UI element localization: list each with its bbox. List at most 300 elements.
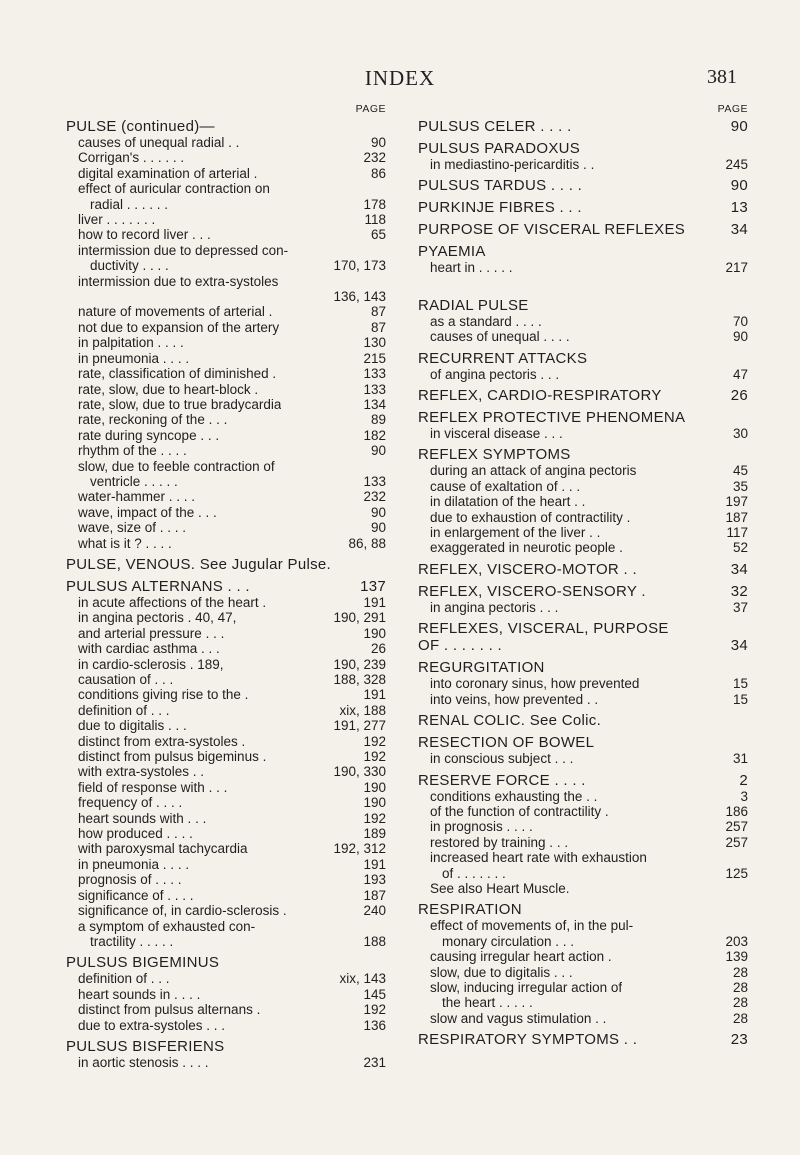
entry-page: 191 — [363, 687, 386, 703]
entry-page: 231 — [363, 1054, 386, 1070]
entry-page: 257 — [725, 819, 748, 835]
index-entry — [418, 789, 748, 804]
entry-text: prognosis of . . . . — [78, 872, 182, 888]
entry-text: increased heart rate with exhaustion — [430, 850, 647, 866]
index-entry — [66, 181, 386, 196]
index-entry — [418, 881, 748, 896]
entry-page: 145 — [363, 986, 386, 1002]
entry-text: slow, inducing irregular action of — [430, 979, 623, 995]
entry-page: 34 — [730, 560, 748, 578]
index-entry — [66, 734, 386, 749]
entry-text: wave, size of . . . . — [78, 520, 187, 536]
entry-text: definition of . . . — [78, 702, 170, 718]
entry-text: RESERVE FORCE . . . . — [418, 771, 586, 789]
entry-text: PULSUS PARADOXUS — [418, 140, 581, 157]
entry-text: RADIAL PULSE — [418, 296, 529, 314]
entry-page: 190 — [363, 795, 386, 811]
index-heading — [418, 1031, 748, 1048]
entry-text: rhythm of the . . . . — [78, 443, 187, 459]
entry-page: 15 — [732, 676, 748, 692]
index-heading — [418, 734, 748, 751]
entry-text: into veins, how prevented . . — [430, 691, 599, 707]
entry-text: conditions giving rise to the . — [78, 687, 249, 703]
entry-page: 192 — [363, 749, 386, 765]
index-heading — [418, 387, 748, 404]
entry-page: 28 — [732, 995, 748, 1011]
entry-text: water-hammer . . . . — [78, 489, 196, 505]
index-entry — [66, 536, 386, 551]
index-entry — [66, 1018, 386, 1033]
index-entry — [66, 718, 386, 733]
entry-text: conditions exhausting the . . — [430, 788, 598, 804]
entry-page: 130 — [363, 335, 386, 351]
entry-page: 190 — [363, 779, 386, 795]
entry-page: 34 — [730, 637, 748, 655]
index-heading — [418, 583, 748, 600]
index-entry — [418, 804, 748, 819]
entry-page: 187 — [725, 509, 748, 525]
entry-text: due to exhaustion of contractility . — [430, 509, 631, 525]
entry-text: RECURRENT ATTACKS — [418, 349, 588, 367]
entry-page: 65 — [370, 227, 386, 243]
entry-text: exaggerated in neurotic people . — [430, 540, 623, 556]
entry-text: in angina pectoris . . . — [430, 599, 559, 615]
index-entry — [66, 687, 386, 702]
entry-text: in dilatation of the heart . . — [430, 494, 586, 510]
index-entry — [66, 1002, 386, 1017]
entry-page: 13 — [730, 199, 748, 217]
index-heading — [418, 118, 748, 135]
index-entry — [66, 610, 386, 625]
entry-text: rate, slow, due to heart-block . — [78, 381, 259, 397]
index-heading — [66, 954, 386, 971]
index-entry — [418, 479, 748, 494]
index-entry — [66, 795, 386, 810]
index-entry — [66, 304, 386, 319]
entry-text: heart in . . . . . — [430, 260, 513, 276]
entry-page: 89 — [370, 412, 386, 428]
entry-text: what is it ? . . . . — [78, 535, 172, 551]
entry-text: See also Heart Muscle. — [430, 880, 570, 896]
index-entry — [66, 657, 386, 672]
entry-text: field of response with . . . — [78, 779, 228, 795]
entry-page: 26 — [370, 641, 386, 657]
index-entry — [66, 971, 386, 986]
entry-page: 190 — [363, 625, 386, 641]
index-heading — [418, 446, 748, 463]
entry-text: how produced . . . . — [78, 826, 193, 842]
entry-page: 178 — [363, 196, 386, 212]
entry-page: 186 — [725, 803, 748, 819]
entry-text: distinct from extra-systoles . — [78, 733, 246, 749]
entry-page: 139 — [725, 949, 748, 965]
entry-page: 170, 173 — [333, 258, 386, 274]
entry-text: heart sounds in . . . . — [78, 986, 201, 1002]
index-entry — [418, 157, 748, 172]
index-heading — [418, 221, 748, 238]
index-entry — [418, 314, 748, 329]
entry-text: with extra-systoles . . — [78, 764, 205, 780]
entry-page: 26 — [730, 387, 748, 405]
entry-text: PULSUS ALTERNANS . . . — [66, 577, 250, 595]
index-entry — [418, 980, 748, 995]
entry-page: 37 — [732, 599, 748, 615]
entry-page: 90 — [370, 520, 386, 536]
entry-page: 191, 277 — [333, 718, 386, 734]
index-entry — [66, 641, 386, 656]
index-heading — [418, 561, 748, 578]
entry-page: 28 — [732, 1010, 748, 1026]
entry-page: 240 — [363, 903, 386, 919]
entry-text: as a standard . . . . — [430, 313, 542, 329]
index-entry — [66, 212, 386, 227]
index-entry — [418, 949, 748, 964]
page-number: 381 — [707, 66, 737, 88]
entry-text: frequency of . . . . — [78, 795, 183, 811]
entry-text: REFLEX, VISCERO-SENSORY . — [418, 582, 646, 600]
entry-text: in angina pectoris . 40, 47, — [78, 610, 237, 626]
index-entry — [66, 1055, 386, 1070]
entry-page: 257 — [725, 834, 748, 850]
entry-text: OF . . . . . . . — [418, 637, 502, 655]
running-head: INDEX — [364, 66, 436, 90]
entry-page: 190, 239 — [333, 656, 386, 672]
index-entry — [418, 835, 748, 850]
entry-text: definition of . . . — [78, 971, 170, 987]
index-entry — [66, 857, 386, 872]
index-entry — [418, 367, 748, 382]
entry-text: not due to expansion of the artery — [78, 319, 280, 335]
entry-text: PURKINJE FIBRES . . . — [418, 199, 582, 217]
index-entry — [418, 329, 748, 344]
index-entry — [418, 426, 748, 441]
entry-text: slow and vagus stimulation . . — [430, 1010, 607, 1026]
index-entry — [418, 676, 748, 691]
entry-text: with cardiac asthma . . . — [78, 641, 220, 657]
entry-text: in prognosis . . . . — [430, 819, 533, 835]
index-entry — [66, 166, 386, 181]
entry-text: PULSE (continued)— — [66, 118, 215, 135]
index-heading — [418, 659, 748, 676]
index-entry — [66, 243, 386, 258]
index-entry — [66, 289, 386, 304]
entry-page: 125 — [725, 865, 748, 881]
entry-page: 90 — [732, 329, 748, 345]
index-entry — [66, 459, 386, 474]
index-entry — [66, 428, 386, 443]
entry-text: slow, due to feeble contraction of — [78, 458, 275, 474]
entry-page: xix, 188 — [339, 702, 386, 718]
entry-text: RESPIRATION — [418, 901, 522, 919]
entry-text: in cardio-sclerosis . 189, — [78, 656, 224, 672]
entry-text: PULSUS BIGEMINUS — [66, 954, 220, 972]
entry-text: and arterial pressure . . . — [78, 625, 225, 641]
index-heading — [418, 297, 748, 314]
index-heading — [418, 637, 748, 654]
entry-text: PURPOSE OF VISCERAL REFLEXES — [418, 221, 686, 239]
entry-text: significance of . . . . — [78, 887, 194, 903]
entry-text: REFLEX PROTECTIVE PHENOMENA — [418, 409, 686, 427]
index-entry — [66, 274, 386, 289]
index-entry — [418, 995, 748, 1010]
entry-page: 31 — [732, 751, 748, 767]
index-entry — [66, 366, 386, 381]
entry-page: 28 — [732, 964, 748, 980]
entry-text: in palpitation . . . . — [78, 335, 184, 351]
index-entry — [418, 866, 748, 881]
index-entry — [418, 494, 748, 509]
entry-text: causes of unequal . . . . — [430, 329, 570, 345]
index-entry — [66, 320, 386, 335]
entry-text: REGURGITATION — [418, 659, 545, 677]
index-heading — [418, 620, 748, 637]
index-entry — [66, 872, 386, 887]
entry-page: 203 — [725, 933, 748, 949]
entry-text: REFLEXES, VISCERAL, PURPOSE — [418, 620, 669, 638]
entry-text: RESECTION OF BOWEL — [418, 734, 595, 752]
entry-text: ductivity . . . . — [90, 258, 169, 274]
index-entry — [66, 135, 386, 150]
entry-text: with paroxysmal tachycardia — [78, 841, 248, 857]
index-heading — [418, 409, 748, 426]
index-entry — [418, 525, 748, 540]
index-entry — [66, 351, 386, 366]
entry-page: 2 — [739, 771, 748, 789]
entry-page: 30 — [732, 426, 748, 442]
entry-page: 133 — [363, 366, 386, 382]
entry-page: 245 — [725, 157, 748, 172]
index-entry — [66, 505, 386, 520]
entry-text: in acute affections of the heart . — [78, 594, 267, 610]
entry-text: how to record liver . . . — [78, 227, 211, 243]
index-heading — [418, 243, 748, 260]
entry-text: in aortic stenosis . . . . — [78, 1054, 209, 1070]
entry-page: 90 — [730, 177, 748, 195]
entry-text: heart sounds with . . . — [78, 810, 207, 826]
index-entry — [66, 934, 386, 949]
entry-text: due to extra-systoles . . . — [78, 1017, 226, 1033]
index-entry — [418, 692, 748, 707]
entry-page: 187 — [363, 887, 386, 903]
entry-text: REFLEX SYMPTOMS — [418, 446, 571, 464]
entry-text: intermission due to depressed con- — [78, 242, 289, 258]
index-entry — [66, 780, 386, 795]
entry-text: radial . . . . . . — [90, 196, 169, 212]
entry-page: 191 — [363, 856, 386, 872]
entry-text: REFLEX, CARDIO-RESPIRATORY — [418, 387, 662, 405]
index-entry — [66, 443, 386, 458]
index-entry — [66, 520, 386, 535]
index-entry — [66, 397, 386, 412]
entry-text: rate, reckoning of the . . . — [78, 412, 228, 428]
entry-page: 190, 330 — [333, 764, 386, 780]
entry-page: 133 — [363, 381, 386, 397]
entry-page: 133 — [363, 473, 386, 489]
entry-page: 86, 88 — [348, 535, 386, 551]
entry-text: PULSE, VENOUS. See Jugular Pulse. — [66, 555, 332, 573]
entry-page: 23 — [730, 1031, 748, 1049]
entry-page: 232 — [363, 150, 386, 166]
index-entry — [418, 600, 748, 615]
entry-page: 86 — [370, 165, 386, 181]
entry-text: restored by training . . . — [430, 834, 569, 850]
entry-page: 217 — [725, 260, 748, 276]
entry-text: distinct from pulsus bigeminus . — [78, 749, 267, 765]
index-entry — [418, 918, 748, 933]
entry-text: PULSUS CELER . . . . — [418, 118, 572, 135]
entry-text: rate, slow, due to true bradycardia — [78, 396, 282, 412]
index-column-left — [66, 102, 386, 1070]
entry-page: 70 — [732, 313, 748, 329]
index-heading — [66, 1038, 386, 1055]
index-heading — [66, 556, 386, 573]
index-heading — [418, 140, 748, 157]
entry-text: RESPIRATORY SYMPTOMS . . — [418, 1031, 638, 1049]
entry-page: 191 — [363, 594, 386, 610]
entry-text: in pneumonia . . . . — [78, 856, 190, 872]
entry-page: 35 — [732, 478, 748, 494]
entry-page: 118 — [364, 212, 386, 228]
entry-page: 182 — [363, 427, 386, 443]
index-entry — [66, 335, 386, 350]
index-heading — [66, 118, 386, 135]
index-heading — [418, 712, 748, 729]
entry-page: 215 — [363, 350, 386, 366]
entry-text: causes of unequal radial . . — [78, 135, 240, 150]
entry-page: 197 — [725, 494, 748, 510]
index-entry — [66, 150, 386, 165]
entry-page: 87 — [370, 304, 386, 320]
index-entry — [66, 474, 386, 489]
entry-page: 188 — [363, 933, 386, 949]
entry-page: 34 — [730, 221, 748, 239]
index-entry — [66, 412, 386, 427]
entry-text: into coronary sinus, how prevented — [430, 676, 640, 692]
entry-text: of the function of contractility . — [430, 803, 609, 819]
entry-text: effect of auricular contraction on — [78, 181, 270, 197]
entry-page: 189 — [363, 826, 386, 842]
index-entry — [66, 919, 386, 934]
index-entry — [418, 819, 748, 834]
entry-text: in conscious subject . . . — [430, 751, 574, 767]
entry-text: intermission due to extra-systoles — [78, 273, 279, 289]
entry-text: rate, classification of diminished . — [78, 366, 277, 382]
entry-text: RENAL COLIC. See Colic. — [418, 712, 602, 730]
index-heading — [418, 199, 748, 216]
index-entry — [66, 197, 386, 212]
entry-page: 134 — [363, 396, 386, 412]
entry-page: 45 — [732, 463, 748, 479]
index-entry — [418, 934, 748, 949]
entry-text: in pneumonia . . . . — [78, 350, 190, 366]
section-gap — [418, 276, 748, 292]
entry-text: Corrigan's . . . . . . — [78, 150, 185, 166]
entry-text: liver . . . . . . . — [78, 212, 156, 228]
entry-page: 137 — [360, 577, 386, 595]
index-heading — [418, 350, 748, 367]
page-header — [0, 66, 800, 96]
entry-text: PULSUS TARDUS . . . . — [418, 177, 583, 195]
index-entry — [66, 826, 386, 841]
entry-page: 90 — [370, 443, 386, 459]
entry-page: 15 — [732, 691, 748, 707]
entry-text: ventricle . . . . . — [90, 473, 178, 489]
index-entry — [418, 463, 748, 478]
index-entry — [418, 260, 748, 275]
index-entry — [418, 965, 748, 980]
entry-text: significance of, in cardio-sclerosis . — [78, 903, 287, 919]
entry-text: in mediastino-pericarditis . . — [430, 157, 595, 172]
entry-text: monary circulation . . . — [442, 933, 575, 949]
entry-page: 52 — [732, 540, 748, 556]
index-entry — [66, 749, 386, 764]
entry-text: causing irregular heart action . — [430, 949, 612, 965]
entry-page: 136, 143 — [333, 289, 386, 305]
index-entry — [66, 703, 386, 718]
index-entry — [66, 227, 386, 242]
index-entry — [418, 850, 748, 865]
entry-text: wave, impact of the . . . — [78, 504, 217, 520]
entry-text: due to digitalis . . . — [78, 718, 187, 734]
entry-text: nature of movements of arterial . — [78, 304, 273, 320]
index-entry — [66, 841, 386, 856]
index-entry — [66, 382, 386, 397]
index-entry — [66, 672, 386, 687]
page-label: PAGE — [355, 103, 386, 115]
entry-text: digital examination of arterial . — [78, 165, 258, 181]
entry-text: tractility . . . . . — [90, 933, 174, 949]
entry-page: 193 — [363, 872, 386, 888]
entry-page: 90 — [730, 118, 748, 135]
entry-page: 47 — [732, 366, 748, 382]
entry-page: 3 — [740, 788, 748, 804]
entry-page: 192 — [363, 1002, 386, 1018]
index-entry — [66, 489, 386, 504]
entry-page: 117 — [726, 525, 748, 541]
entry-page: 90 — [370, 135, 386, 150]
entry-text: causation of . . . — [78, 672, 174, 687]
entry-text: PULSUS BISFERIENS — [66, 1037, 225, 1055]
entry-text: of angina pectoris . . . — [430, 366, 560, 382]
entry-text: slow, due to digitalis . . . — [430, 964, 573, 980]
page-label: PAGE — [717, 103, 748, 115]
index-entry — [66, 764, 386, 779]
entry-page: xix, 143 — [339, 971, 386, 987]
entry-text: REFLEX, VISCERO-MOTOR . . — [418, 560, 637, 578]
index-heading — [66, 578, 386, 595]
entry-page: 232 — [363, 489, 386, 505]
entry-page: 90 — [370, 504, 386, 520]
entry-text: in enlargement of the liver . . — [430, 525, 601, 541]
index-column-right — [418, 102, 748, 1048]
index-entry — [66, 811, 386, 826]
entry-text: cause of exaltation of . . . — [430, 478, 581, 494]
index-heading — [418, 772, 748, 789]
index-heading — [418, 901, 748, 918]
entry-page: 32 — [730, 582, 748, 600]
entry-page: 192, 312 — [333, 841, 386, 857]
entry-text: during an attack of angina pectoris — [430, 463, 637, 479]
index-entry — [66, 626, 386, 641]
entry-text: the heart . . . . . — [442, 995, 533, 1011]
entry-page: 192 — [363, 733, 386, 749]
index-entry — [66, 595, 386, 610]
index-entry — [66, 987, 386, 1002]
index-entry — [418, 540, 748, 555]
entry-page: 136 — [363, 1017, 386, 1033]
entry-text: effect of movements of, in the pul- — [430, 918, 634, 934]
entry-text: a symptom of exhausted con- — [78, 918, 256, 934]
